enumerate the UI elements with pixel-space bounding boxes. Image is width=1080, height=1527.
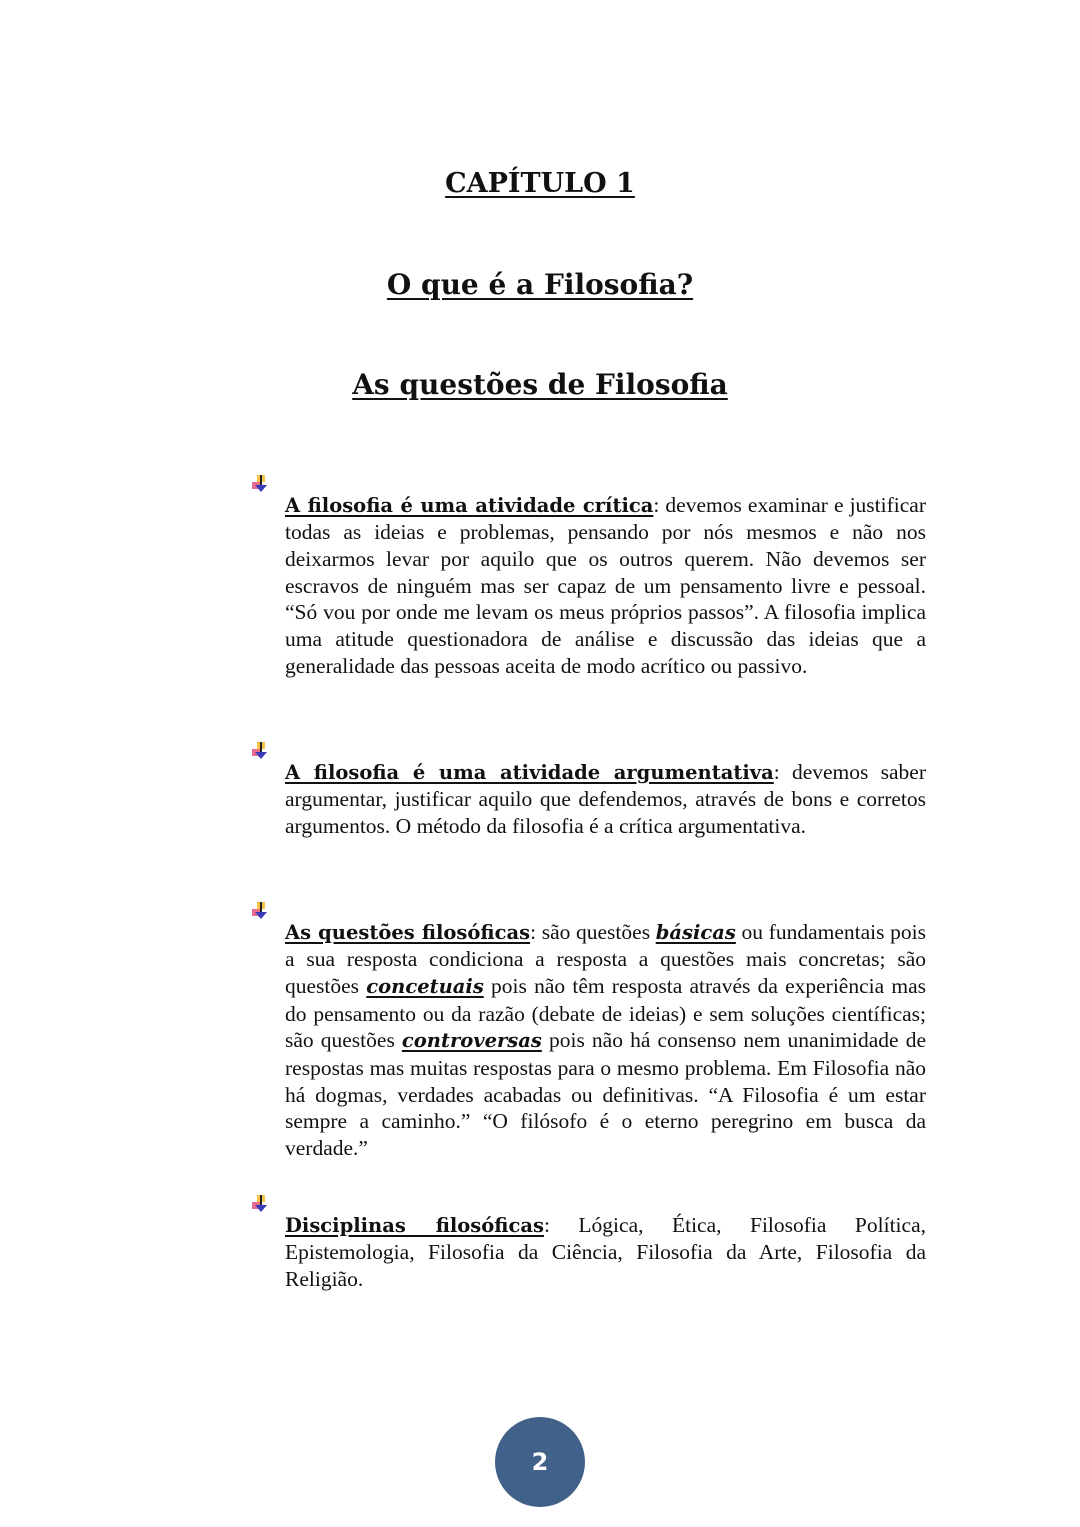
- down-arrow-bullet-icon: [250, 474, 272, 494]
- down-arrow-bullet-icon: [250, 741, 272, 761]
- bullet-text: As questões filosóficas: são questões básicas ou fundamentais pois a sua resposta condiciona a resposta a questões mais concretas; são questões concetuais pois não têm resposta através da experiência mas do pensamento ou da razão (debate de ideias) e sem soluções científicas; são questões controversas pois não há consenso nem unanimidade de respostas mas muitas respostas para o mesmo problema. Em Filosofia não há dogmas, verdades acabadas ou definitivas. “A Filosofia é um estar sempre a caminho.” “O filósofo é o eterno peregrino em busca da verdade.”: [285, 919, 926, 1161]
- bullet-term: As questões filosóficas: [285, 920, 531, 944]
- bullet-term: Disciplinas filosóficas: [285, 1213, 544, 1237]
- emphasis-concetuais: concetuais: [366, 974, 484, 998]
- bullet-text: A filosofia é uma atividade crítica: devemos examinar e justificar todas as ideias e problemas, pensando por nós mesmos e não nos deixarmos levar por aquilo que os outros querem. Não devemos ser escravos de ninguém mas ser capaz de um pensamento livre e pessoal. “Só vou por onde me levam os meus próprios passos”. A filosofia implica uma atitude questionadora de análise e discussão das ideias que a generalidade das pessoas aceita de modo acrítico ou passivo.: [285, 492, 926, 678]
- bullet-item-argumentative-activity: [250, 737, 926, 861]
- bullet-item-disciplines: [250, 1190, 926, 1314]
- bullet-item-critical-activity: [250, 470, 926, 701]
- emphasis-basicas: básicas: [655, 920, 736, 944]
- chapter-heading: CAPÍTULO 1: [445, 168, 635, 199]
- bullet-term: A filosofia é uma atividade argumentativa: [285, 760, 774, 784]
- section-heading: As questões de Filosofia: [352, 368, 728, 401]
- down-arrow-bullet-icon: [250, 1194, 272, 1214]
- page-title: O que é a Filosofia?: [386, 268, 694, 301]
- bullet-term: A filosofia é uma atividade crítica: [285, 493, 654, 517]
- bullet-text: A filosofia é uma atividade argumentativa: devemos saber argumentar, justificar aquilo que defendemos, através de bons e corretos argumentos. O método da filosofia é a crítica argumentativa.: [285, 759, 927, 838]
- page-number-badge: 2: [495, 1417, 585, 1507]
- emphasis-controversas: controversas: [401, 1029, 542, 1053]
- bullet-item-philosophical-questions: [250, 897, 926, 1183]
- bullet-text: Disciplinas filosóficas: Lógica, Ética, Filosofia Política, Epistemologia, Filosofia da Ciência, Filosofia da Arte, Filosofia da Religião.: [285, 1212, 926, 1291]
- down-arrow-bullet-icon: [250, 901, 272, 921]
